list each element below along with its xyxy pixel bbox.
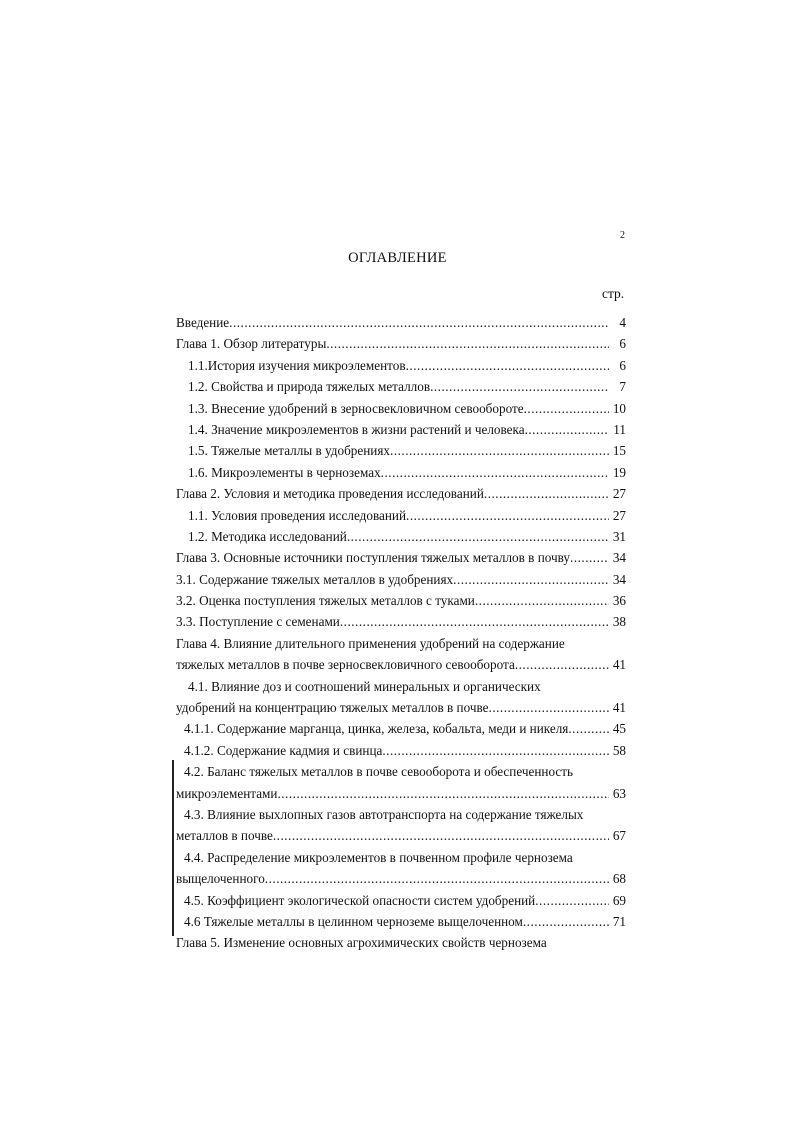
toc-entry-page: 58 — [612, 742, 626, 758]
toc-entry-page: 63 — [612, 785, 626, 801]
toc-entry — [176, 547, 626, 568]
toc-entry-title: 1.1. Условия проведения исследований — [188, 507, 407, 523]
dot-leader — [326, 333, 609, 354]
toc-entry — [176, 505, 626, 526]
toc-entry-page: 71 — [612, 913, 626, 929]
toc-entry — [176, 868, 626, 889]
dot-leader — [489, 697, 609, 718]
toc-entry-page: 15 — [612, 443, 626, 459]
toc-entry — [176, 462, 626, 483]
toc-entry-page: 6 — [619, 336, 626, 352]
dot-leader — [430, 376, 609, 397]
dot-leader — [484, 483, 609, 504]
dot-leader — [535, 890, 609, 911]
dot-leader — [347, 526, 609, 547]
toc-entry — [176, 376, 626, 397]
toc-entry-page: 11 — [613, 421, 626, 437]
toc-entry-title: 1.4. Значение микроэлементов в жизни растений и человека — [188, 421, 525, 437]
toc-entry-page: 34 — [612, 550, 626, 566]
toc-entry-title: 4.1.2. Содержание кадмия и свинца — [184, 742, 383, 758]
toc-entry — [176, 590, 626, 611]
toc-entry — [176, 526, 626, 547]
toc-entry-page: 45 — [612, 721, 626, 737]
dot-leader — [340, 611, 609, 632]
toc-entry — [176, 825, 626, 846]
toc-entry-title: 1.6. Микроэлементы в черноземах — [188, 464, 381, 480]
toc-entry — [176, 783, 626, 804]
dot-leader — [524, 398, 609, 419]
toc-entry — [176, 333, 626, 354]
toc-entry-page: 68 — [612, 871, 626, 887]
toc-entry-title: микроэлементами — [176, 785, 278, 801]
toc-entry-title: 4.5. Коэффициент экологической опасности систем удобрений — [184, 892, 536, 908]
toc-entry — [176, 847, 626, 868]
toc-entry-page: 6 — [619, 357, 626, 373]
toc-entry-page: 19 — [612, 464, 626, 480]
toc-entry-page: 4 — [619, 315, 626, 330]
toc-entry — [176, 740, 626, 761]
toc-entry — [176, 483, 626, 504]
toc-entry — [176, 890, 626, 911]
dot-leader — [453, 569, 609, 590]
page-column-label: стр. — [602, 286, 625, 301]
toc-entry-title: удобрений на концентрацию тяжелых металлов в почве — [176, 700, 489, 716]
dot-leader — [475, 590, 609, 611]
toc-entry-title: Глава 4. Влияние длительного применения удобрений на содержание — [176, 635, 565, 651]
toc-entry-page: 27 — [612, 507, 626, 523]
toc-entry — [176, 761, 626, 782]
toc-entry-page: 67 — [612, 828, 626, 844]
toc-entry-title: Введение — [176, 315, 230, 330]
toc-entry — [176, 398, 626, 419]
toc-entry-page: 31 — [612, 528, 626, 544]
toc-entry-page: 34 — [612, 571, 626, 587]
toc-entry — [176, 440, 626, 461]
toc-entry-title: 3.1. Содержание тяжелых металлов в удобрениях — [176, 571, 454, 587]
toc-entry — [176, 633, 626, 654]
dot-leader — [406, 355, 609, 376]
toc-entry-title: 4.6 Тяжелые металлы в целинном черноземе выщелоченном — [184, 913, 523, 929]
toc-entry-title: 3.2. Оценка поступления тяжелых металлов с туками — [176, 593, 475, 609]
toc-title: ОГЛАВЛЕНИЕ — [348, 250, 447, 266]
page-number: 2 — [620, 230, 625, 241]
toc-entry — [176, 569, 626, 590]
toc-entry — [176, 419, 626, 440]
toc-entry — [176, 355, 626, 376]
dot-leader — [568, 718, 609, 739]
toc-entry-page: 38 — [612, 614, 626, 630]
toc-entry-title: 1.3. Внесение удобрений в зерносвекловичном севообороте — [188, 400, 524, 416]
toc-entry — [176, 804, 626, 825]
dot-leader — [381, 462, 609, 483]
scan-margin-line — [172, 760, 174, 936]
toc-entry-page: 41 — [612, 657, 626, 673]
toc-entry-title: 4.1. Влияние доз и соотношений минеральных и органических — [188, 678, 541, 694]
toc-entry-title: 1.2. Методика исследований — [188, 528, 347, 544]
toc-entry-title: Глава 3. Основные источники поступления тяжелых металлов в почву — [176, 550, 571, 566]
table-of-contents — [176, 312, 626, 954]
toc-entry-page: 41 — [612, 700, 626, 716]
toc-entry — [176, 697, 626, 718]
toc-entry-page: 10 — [612, 400, 626, 416]
toc-entry-title: тяжелых металлов в почве зерносвекловичного севооборота — [176, 657, 515, 673]
toc-entry — [176, 611, 626, 632]
toc-entry-title: 4.4. Распределение микроэлементов в почвенном профиле чернозема — [184, 849, 573, 865]
toc-entry-page: 27 — [612, 486, 626, 502]
toc-entry-title: металлов в почве — [176, 828, 273, 844]
toc-entry-page: 69 — [612, 892, 626, 908]
toc-entry-page: 7 — [619, 379, 626, 395]
dot-leader — [570, 547, 609, 568]
dot-leader — [525, 419, 609, 440]
dot-leader — [273, 825, 609, 846]
dot-leader — [515, 654, 609, 675]
toc-entry — [176, 932, 626, 953]
dot-leader — [523, 911, 609, 932]
toc-entry — [176, 676, 626, 697]
toc-entry-title: выщелоченного — [176, 871, 265, 887]
dot-leader — [265, 868, 609, 889]
dot-leader — [406, 505, 609, 526]
toc-entry-title: 4.3. Влияние выхлопных газов автотранспорта на содержание тяжелых — [184, 806, 584, 822]
dot-leader — [277, 783, 609, 804]
toc-entry-title: 1.2. Свойства и природа тяжелых металлов — [188, 379, 431, 395]
toc-entry-title: Глава 2. Условия и методика проведения исследований — [176, 486, 484, 502]
dot-leader — [390, 440, 609, 461]
toc-entry-title: 1.5. Тяжелые металлы в удобрениях — [188, 443, 391, 459]
dot-leader — [229, 312, 609, 333]
toc-entry-title: Глава 1. Обзор литературы — [176, 336, 327, 352]
toc-entry-title: 1.1.История изучения микроэлементов — [188, 357, 406, 373]
toc-entry-title: 3.3. Поступление с семенами — [176, 614, 340, 630]
toc-entry-title: Глава 5. Изменение основных агрохимических свойств чернозема — [176, 935, 547, 951]
toc-entry-title: 4.1.1. Содержание марганца, цинка, железа, кобальта, меди и никеля — [184, 721, 569, 737]
toc-entry — [176, 312, 626, 333]
toc-entry-title: 4.2. Баланс тяжелых металлов в почве севооборота и обеспеченность — [184, 764, 574, 780]
toc-entry — [176, 718, 626, 739]
toc-entry — [176, 654, 626, 675]
toc-entry — [176, 911, 626, 932]
dot-leader — [382, 740, 609, 761]
toc-entry-page: 36 — [612, 593, 626, 609]
